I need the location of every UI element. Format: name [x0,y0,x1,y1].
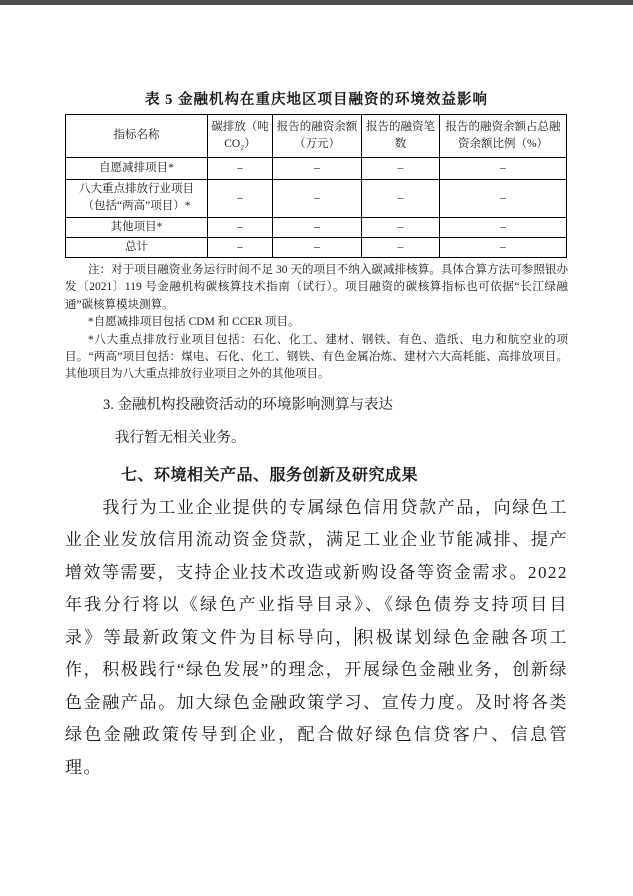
value-cell: – [362,217,440,237]
header-indicator-name: 指标名称 [66,115,208,158]
value-cell: – [362,158,440,180]
value-cell: – [440,158,567,180]
value-cell: – [273,217,362,237]
table-row [66,180,567,218]
header-carbon-emission: 碳排放（吨 CO₂） [208,115,273,158]
note-paragraph: *八大重点排放行业项目包括：石化、化工、建材、钢铁、有色、造纸、电力和航空业的项目。“两高”项目包括：煤电、石化、化工、钢铁、有色金属冶炼、建材六大高耗能、高排放项目。其他项目为八大重点排放行业项目之外的其他项目。 [65,333,568,381]
value-cell: – [208,237,273,257]
header-balance-ratio: 报告的融资余额占总融资余额比例（%） [440,115,567,158]
page-content [65,0,568,784]
table-notes [65,262,568,384]
value-cell: – [440,237,567,257]
environment-benefit-table [65,114,567,258]
value-cell: – [208,180,273,218]
table-header-row [66,115,567,158]
value-cell: – [362,237,440,257]
header-reported-count: 报告的融资笔数 [362,115,440,158]
value-cell: – [273,180,362,218]
row-label-cell: 其他项目* [66,217,208,237]
header-reported-balance: 报告的融资余额（万元） [273,115,362,158]
section-7-heading: 七、环境相关产品、服务创新及研究成果 [121,466,419,484]
value-cell: – [208,217,273,237]
row-label-cell: 八大重点排放行业项目（包括“两高”项目）* [66,180,208,218]
note-paragraph: 注：对于项目融资业务运行时间不足 30 天的项目不纳入碳减排核算。具体合算方法可参照银办发〔2021〕119 号金融机构碳核算技术指南（试行）。项目融资的碳核算指标也可依据“长江绿融通”碳核算模块测算。 [65,264,568,311]
note-paragraph: *自愿减排项目包括 CDM 和 CCER 项目。 [88,316,300,329]
body-text-after-cursor: 积极谋划绿色金融各项工作，积极践行“绿色发展”的理念，开展绿色金融业务，创新绿色金融产品。加大绿色金融政策学习、宣传力度。及时将各类绿色金融政策传导到企业，配合做好绿色信贷客户、信息管理。 [65,627,569,777]
value-cell: – [362,180,440,218]
body-text-before-cursor: 我行为工业企业提供的专属绿色信用贷款产品，向绿色工业企业发放信用流动资金贷款，满足工业企业节能减排、提产增效等需要，支持企业技术改造或新购设备等资金需求。2022 年我分行将以《绿色产业指导目录》、《绿色债券支持项目目录》等最新政策文件为目标导向， [65,497,568,647]
section-3-heading: 3. 金融机构投融资活动的环境影响测算与表达 [103,396,393,413]
table-row [66,217,567,237]
value-cell: – [208,158,273,180]
table-row-total [66,237,567,257]
row-label-cell: 总计 [66,237,208,257]
body-paragraph[interactable] [65,492,568,785]
row-label-cell: 自愿减排项目* [66,158,208,180]
table-title: 表 5 金融机构在重庆地区项目融资的环境效益影响 [145,92,488,108]
value-cell: – [440,217,567,237]
value-cell: – [440,180,567,218]
table-row [66,158,567,180]
value-cell: – [273,237,362,257]
section-3-body: 我行暂无相关业务。 [115,429,246,446]
value-cell: – [273,158,362,180]
